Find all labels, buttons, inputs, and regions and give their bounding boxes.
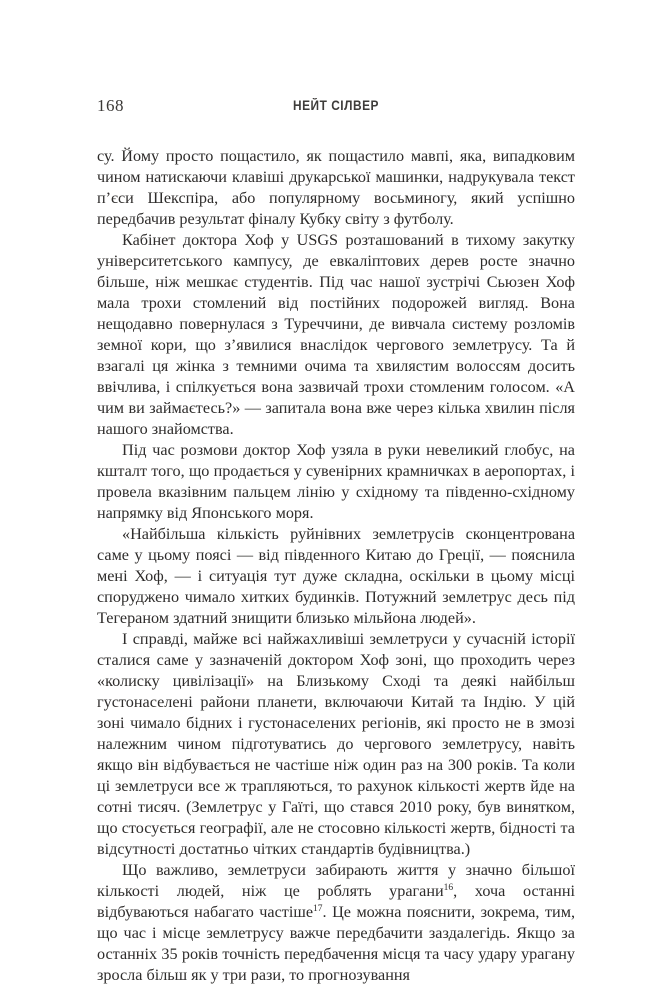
running-head: НЕЙТ СІЛВЕР — [292, 98, 380, 113]
paragraph: Що важливо, землетруси забирають життя у значно більшої кількості людей, ніж це роблять урагани$^{16}$, хоча останні відбуваються набагато частіше$^{17}$. Це можна пояснити, зокрема, тим, що час і місце землетрусу важче передбачити заздалегідь. Якщо за останніх 35 років точність передбачення місця та часу удару урагану зросла більш як у три рази, то прогнозування — [97, 861, 576, 984]
paragraph: Під час розмови доктор Хоф узяла в руки невеликий глобус, на кшталт того, що продається у сувенірних крамничках в аеропортах, і провела вказівним пальцем лінію у східному та південно-східному напрямку від Японського моря. — [97, 441, 575, 522]
paragraph: «Найбільша кількість руйнівних землетрусів сконцентрована саме у цьому поясі — від південного Китаю до Греції, — пояснила мені Хоф, — і ситуація тут дуже складна, оскільки в цьому місці споруджено чимало хитких будинків. Потужний землетрус десь під Тегераном здатний знищити близько мільйона людей». — [97, 525, 575, 627]
paragraph: су. Йому просто пощастило, як пощастило мавпі, яка, випадковим чином натискаючи клавіші друкарської машинки, надрукувала текст п’єси Шекспіра, або популярному восьминогу, який успішно передбачив результат фіналу Кубку світу з футболу. — [97, 147, 575, 228]
page-header — [97, 96, 575, 118]
paragraph: І справді, майже всі найжахливіші землетруси у сучасній історії сталися саме у зазначеній доктором Хоф зоні, що проходить через «колиску цивілізації» на Близькому Сході та деякі найбільш густонаселені райони планети, включаючи Китай та Індію. У цій зоні чимало бідних і густонаселених регіонів, які просто не в змозі належним чином підготуватись до чергового землетрусу, навіть якщо він відбувається не частіше ніж один раз на 300 років. Та коли ці землетруси все ж трапляються, то рахунок кількості жертв йде на сотні тисяч. (Землетрус у Гаїті, що стався 2010 року, був винятком, що стосується географії, але не стосовно кількості жертв, бідності та відсутності достатньо чітких стандартів будівництва.) — [97, 630, 575, 858]
page-content — [97, 96, 575, 986]
page-number: 168 — [97, 96, 124, 115]
paragraphs — [97, 146, 575, 986]
footnote-ref: 16 — [443, 883, 454, 893]
footnote-ref: 17 — [313, 904, 323, 914]
paragraph: Кабінет доктора Хоф у USGS розташований в тихому закутку університетського кампусу, де евкаліптових дерев росте значно більше, ніж мешкає студентів. Під час нашої зустрічі Сьюзен Хоф мала трохи стомлений від постійних подорожей вигляд. Вона нещодавно повернулася з Туреччини, де вивчала систему розломів земної кори, що з’явилися внаслідок чергового землетрусу. Та й взагалі ця жінка з темними очима та хвилястим волоссям досить ввічлива, і спілкується вона зазвичай трохи стомленим голосом. «А чим ви займаєтесь?» — запитала вона вже через кілька хвилин після нашого знайомства. — [97, 231, 575, 438]
